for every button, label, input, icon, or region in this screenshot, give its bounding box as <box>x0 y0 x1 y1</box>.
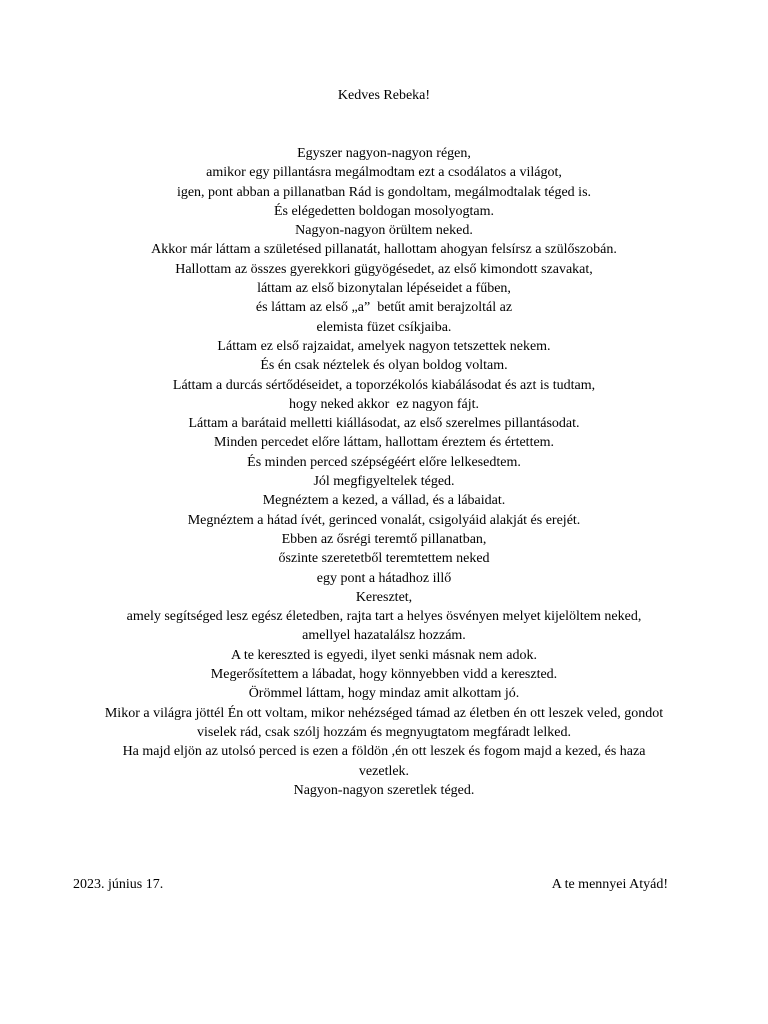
letter-line: amikor egy pillantásra megálmodtam ezt a csodálatos a világot, <box>206 165 562 181</box>
letter-line: Nagyon-nagyon örültem neked. <box>295 223 473 239</box>
letter-line: Hallottam az összes gyerekkori gügyögésedet, az első kimondott szavakat, <box>175 261 593 277</box>
letter-line: És én csak néztelek és olyan boldog voltam. <box>260 358 508 374</box>
letter-line: És elégedetten boldogan mosolyogtam. <box>273 203 495 219</box>
letter-line: amely segítséged lesz egész életedben, rajta tart a helyes ösvényen melyet kijelöltem neked, <box>126 609 642 625</box>
letter-signature: A te mennyei Atyád! <box>551 877 668 892</box>
letter-line: A te kereszted is egyedi, ilyet senki másnak nem adok. <box>231 647 537 663</box>
letter-body <box>60 144 708 800</box>
letter-line: És minden perced szépségéért előre lelkesedtem. <box>247 454 521 470</box>
letter-line: amellyel hazatalálsz hozzám. <box>302 628 466 644</box>
letter-line: Nagyon-nagyon szeretlek téged. <box>293 782 475 798</box>
letter-line: Megnéztem a hátad ívét, gerinced vonalát, csigolyáid alakját és erejét. <box>187 512 581 528</box>
letter-line: igen, pont abban a pillanatban Rád is gondoltam, megálmodtalak téged is. <box>176 184 592 200</box>
letter-line: láttam az első bizonytalan lépéseidet a fűben, <box>257 281 511 297</box>
letter-line: Jól megfigyeltelek téged. <box>313 474 455 490</box>
letter-line: Láttam a barátaid melletti kiállásodat, az első szerelmes pillantásodat. <box>188 416 580 432</box>
letter-date: 2023. június 17. <box>73 877 164 892</box>
letter-line: vezetlek. <box>358 763 410 779</box>
letter-line: Láttam a durcás sértődéseidet, a toporzékolós kiabálásodat és azt is tudtam, <box>172 377 596 393</box>
letter-line: viselek rád, csak szólj hozzám és megnyugtatom megfáradt lelked. <box>197 724 571 740</box>
letter-line: Mikor a világra jöttél Én ott voltam, mikor nehézséged támad az életben én ott leszek veled, gondot <box>104 705 664 721</box>
letter-line: őszinte szeretetből teremtettem neked <box>278 551 490 567</box>
letter-line: Egyszer nagyon-nagyon régen, <box>297 146 471 161</box>
letter-line: egy pont a hátadhoz illő <box>316 570 452 586</box>
letter-line: Láttam ez első rajzaidat, amelyek nagyon tetszettek nekem. <box>217 338 551 354</box>
letter-line: Minden percedet előre láttam, hallottam éreztem és értettem. <box>213 435 555 451</box>
letter-line: Akkor már láttam a születésed pillanatát, hallottam ahogyan felsírsz a szülőszobán. <box>151 242 617 258</box>
letter-line: elemista füzet csíkjaiba. <box>316 319 452 335</box>
letter-line: Örömmel láttam, hogy mindaz amit alkottam jó. <box>248 686 520 702</box>
letter-line: Megnéztem a kezed, a vállad, és a lábaidat. <box>262 493 506 509</box>
letter-line: és láttam az első „a” betűt amit berajzoltál az <box>255 300 513 316</box>
letter-line: Ebben az ősrégi teremtő pillanatban, <box>281 531 487 547</box>
letter-line: hogy neked akkor ez nagyon fájt. <box>288 396 480 412</box>
letter-line: Ha majd eljön az utolsó perced is ezen a földön ,én ott leszek és fogom majd a kezed, és haza <box>122 744 646 760</box>
letter-greeting: Kedves Rebeka! <box>337 88 431 103</box>
letter-line: Megerősítettem a lábadat, hogy könnyebben vidd a kereszted. <box>210 667 558 683</box>
letter-line: Keresztet, <box>355 589 413 605</box>
